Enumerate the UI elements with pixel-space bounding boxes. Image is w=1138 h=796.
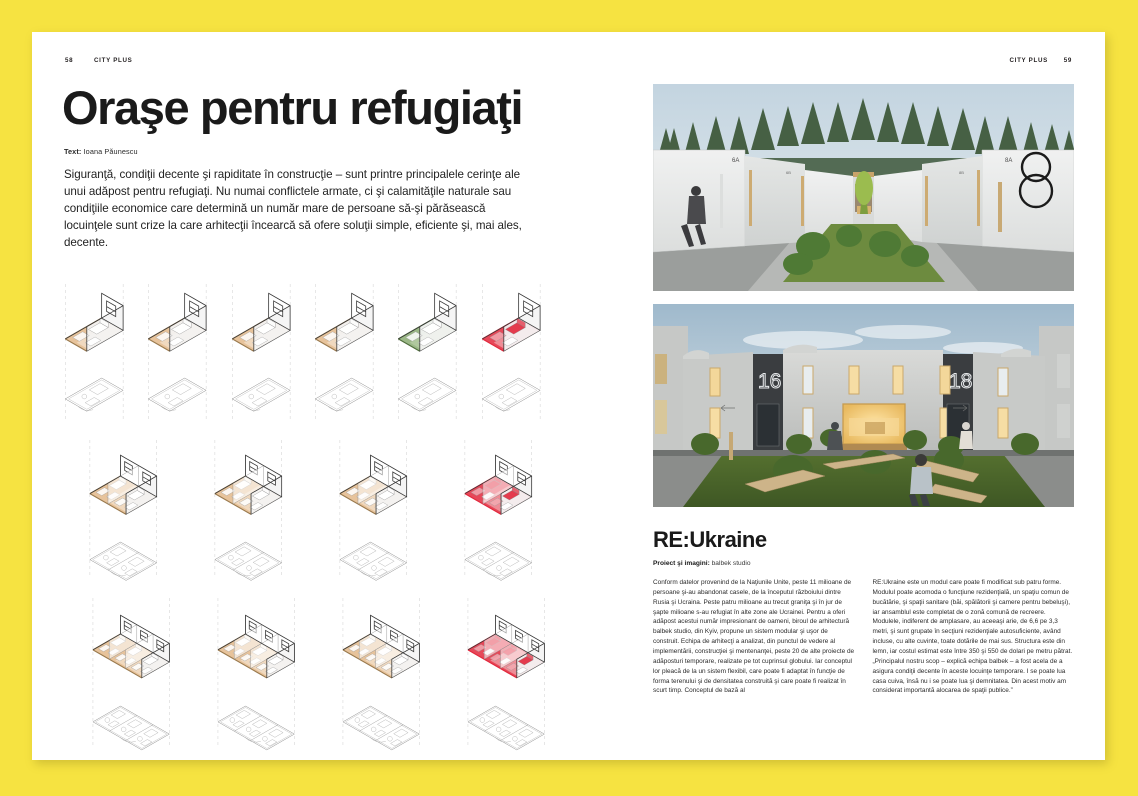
block-number-18: 18 (949, 370, 973, 393)
block-number-16: 16 (758, 370, 782, 393)
right-page (588, 32, 1105, 760)
wall-label-8B: 8B (959, 170, 964, 175)
photo-courtyard-dusk (653, 304, 1074, 507)
diagram-row-triple (60, 588, 560, 753)
module-diagram-grid (60, 274, 560, 759)
module-diagram-r2c1 (60, 430, 185, 582)
wall-label-6A: 6A (732, 158, 740, 164)
left-folio-label: CITY PLUS (94, 57, 133, 64)
module-diagram-r2c4 (435, 430, 560, 582)
module-diagram-r1c5 (393, 274, 476, 424)
module-diagram-r3c1 (60, 588, 185, 753)
module-diagram-r2c2 (185, 430, 310, 582)
byline (64, 147, 138, 156)
credit-value: balbek studio (711, 560, 751, 567)
byline-label: Text: (64, 147, 82, 156)
module-diagram-r1c1 (60, 274, 143, 424)
project-credit (653, 560, 751, 567)
module-diagram-r1c2 (143, 274, 226, 424)
module-diagram-r1c4 (310, 274, 393, 424)
module-diagram-r2c3 (310, 430, 435, 582)
wall-label-8A: 8A (1005, 158, 1013, 164)
module-diagram-r1c6 (477, 274, 560, 424)
body-column-2: RE:Ukraine este un modul care poate fi modificat sub patru forme. Modulul poate acomoda o funcţiune rezidenţială, un spaţiu comun de bucătărie, şi spaţii sanitare (băi, spălătorii şi camere pentru bebeluşi), iar ansamblul este completat de o zonă comună de recreere. Modulele, indiferent de amplasare, au aceeaşi arie, de 6,6 pe 3,3 metri, şi sunt grupate în secţiuni rezidenţiale autosuficiente, având incluse, cu alte cuvinte, toate dotările de mai sus. Structura este din lemn, iar costul estimat este între 350 şi 550 de dolari pe metru pătrat. „Principalul nostru scop – explică echipa balbek – a fost acela de a asigura condiţii decente în aceste locuinţe temporare. I se poate lua casa cuiva, însă nu i se poate lua şi demnitatea. Din acest motiv am considerat importantă alocarea de spaţii publice.” (872, 579, 1073, 695)
photo-courtyard-daytime (653, 84, 1074, 291)
intro-paragraph: Siguranţă, condiţii decente şi rapiditate în construcţie – sunt printre principalele cerinţe ale unui adăpost pentru refugiaţi. Nu numai conflictele armate, ci şi calamităţile naturale sau condiţiile economice care determină un număr mare de persoane să-şi părăsească locuinţele sunt crize la care arhitecţii încearcă să ofere soluţii simple, eficiente şi, mai ales, decente. (64, 168, 522, 250)
wall-label-6B: 6B (786, 170, 791, 175)
module-diagram-r3c2 (185, 588, 310, 753)
page-title: Oraşe pentru refugiaţi (62, 81, 523, 134)
magazine-spread (32, 32, 1105, 760)
left-folio-number: 58 (65, 57, 74, 64)
body-columns (653, 578, 1074, 696)
byline-author: Ioana Păunescu (83, 147, 138, 156)
diagram-row-single (60, 274, 560, 424)
module-diagram-r3c3 (310, 588, 435, 753)
section-title: RE:Ukraine (653, 527, 767, 552)
right-folio-number: 59 (1063, 57, 1072, 64)
body-column-1: Conform datelor provenind de la Naţiunile Unite, peste 11 milioane de persoane şi-au abandonat casele, de la începutul războiului dintre Rusia şi Ucraina. Peste patru milioane au trecut graniţa şi în jur de şapte milioane s-au refugiat în alte zone ale Ucrainei. Pentru a oferi adăpost acestui număr impresionant de oameni, biroul de arhitectură balbek studio, din Kyiv, propune un sistem modular şi uşor de construit. Echipa de arhitecţi a analizat, din punctul de vedere al implementării, construcţiei şi mentenanţei, peste 20 de alte proiecte de adăposturi temporare, realizate pe tot cuprinsul globului. Iar conceptul lor pleacă de la un sistem flexibil, care poate fi adaptat în funcţie de forma terenului şi de densitatea construită şi care poate fi realizat în scurt timp. Conceptul de bază al (653, 579, 855, 695)
credit-label: Proiect şi imagini: (653, 560, 710, 567)
diagram-row-double (60, 430, 560, 582)
right-folio-label: CITY PLUS (1009, 57, 1048, 64)
left-page (32, 32, 588, 760)
module-diagram-r3c4 (435, 588, 560, 753)
module-diagram-r1c3 (227, 274, 310, 424)
